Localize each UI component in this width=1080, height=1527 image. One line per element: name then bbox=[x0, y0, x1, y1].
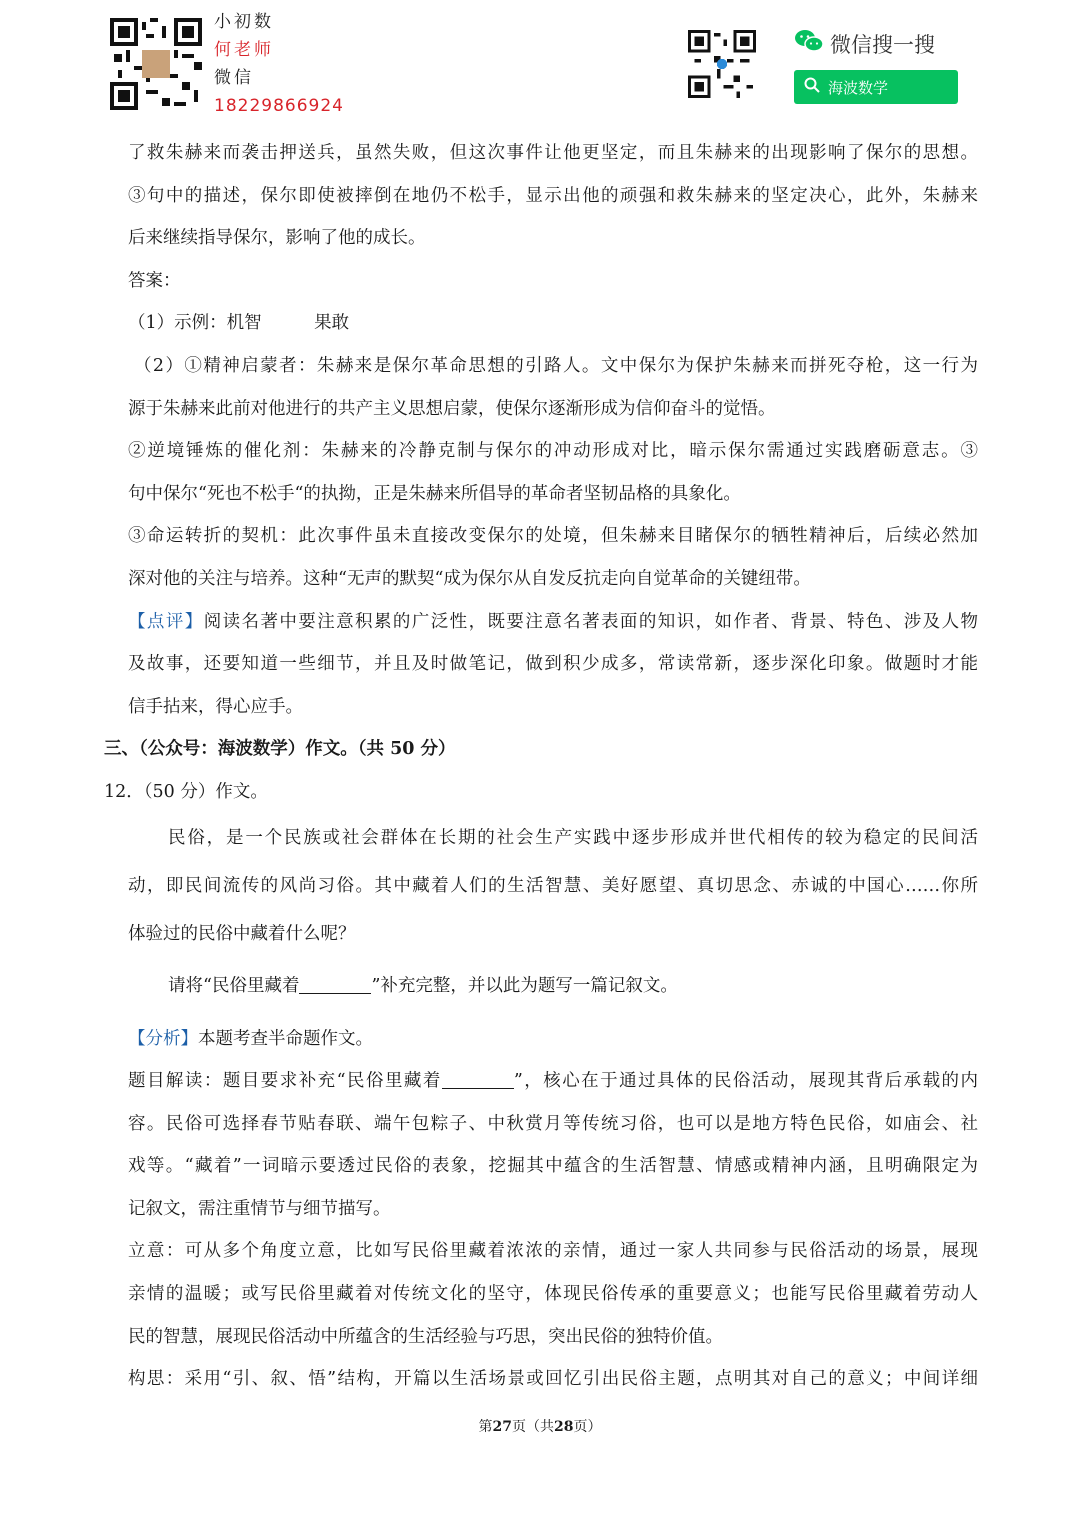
handwritten-wechat-label: 微信 bbox=[214, 68, 254, 88]
comment-tag: 【点评】 bbox=[128, 611, 204, 632]
analysis-line bbox=[128, 1018, 978, 1061]
answer-label: 答案： bbox=[128, 270, 181, 291]
prompt-paragraph: 民俗，是一个民族或社会群体在长期的社会生产实践中逐步形成并世代相传的较为稳定的民间活 bbox=[168, 827, 978, 848]
prompt-paragraph: 动，即民间流传的风尚习俗。其中藏着人们的生活智慧、美好愿望、真切思念、赤诚的中国心……你所 bbox=[128, 875, 978, 896]
handwritten-teacher-name: 何老师 bbox=[214, 40, 274, 60]
prompt-paragraph: 体验过的民俗中藏着什么呢？ bbox=[128, 923, 356, 944]
analysis-line: 戏等。“藏着”一词暗示要透过民俗的表象，挖掘其中蕴含的生活智慧、情感或精神内涵，且明确限定为 bbox=[128, 1156, 978, 1177]
analysis-text: ”，核心在于通过具体的民俗活动，展现其背后承载的内 bbox=[513, 1071, 978, 1092]
prompt-instruction-start: 请将“民俗里藏着 bbox=[168, 975, 300, 996]
text-line: 句中保尔“死也不松手“的执拗，正是朱赫来所倡导的革命者坚韧品格的具象化。 bbox=[128, 483, 741, 504]
analysis-tag: 【分析】 bbox=[128, 1028, 198, 1049]
analysis-intro: 本题考查半命题作文。 bbox=[198, 1028, 373, 1049]
page-footer bbox=[0, 1416, 1080, 1436]
page-number-current: 27 bbox=[492, 1419, 512, 1435]
analysis-text: 题目解读：题目要求补充“民俗里藏着 bbox=[128, 1071, 442, 1092]
qr-code bbox=[110, 18, 202, 110]
comment-text: 阅读名著中要注意积累的广泛性，既要注意名著表面的知识，如作者、背景、特色、涉及人物 bbox=[203, 611, 979, 632]
analysis-line: 立意：可从多个角度立意，比如写民俗里藏着浓浓的亲情，通过一家人共同参与民俗活动的场景，展现 bbox=[128, 1241, 978, 1262]
handwritten-line-1: 小初数 bbox=[214, 12, 274, 32]
text-line: 了救朱赫来而袭击押送兵，虽然失败，但这次事件让他更坚定，而且朱赫来的出现影响了保尔的思想。 bbox=[128, 143, 978, 163]
fill-blank bbox=[442, 1072, 514, 1089]
wechat-search-box[interactable] bbox=[794, 70, 958, 104]
search-icon bbox=[804, 77, 820, 97]
comment-line bbox=[128, 601, 978, 644]
wechat-search-label: 微信搜一搜 bbox=[830, 32, 935, 57]
analysis-line: 亲情的温暖；或写民俗里藏着对传统文化的坚守，体现民俗传承的重要意义；也能写民俗里藏着劳动人 bbox=[128, 1284, 978, 1305]
answer-part-2: （2）①精神启蒙者：朱赫来是保尔革命思想的引路人。文中保尔为保护朱赫来而拼死夺枪，这一行为 bbox=[134, 355, 978, 376]
handwritten-phone-number: 18229866924 bbox=[214, 96, 344, 116]
prompt-instruction bbox=[128, 958, 978, 1014]
answer-part-1: （1）示例：机智 果敢 bbox=[128, 313, 350, 334]
page-number-prefix: 第 bbox=[478, 1419, 493, 1435]
prompt-instruction-end: ”补充完整，并以此为题写一篇记叙文。 bbox=[371, 975, 678, 996]
analysis-line: 构思：采用“引、叙、悟”结构，开篇以生活场景或回忆引出民俗主题，点明其对自己的意义；中间详细 bbox=[128, 1369, 978, 1390]
text-line: 深对他的关注与培养。这种“无声的默契“成为保尔从自发反抗走向自觉革命的关键纽带。 bbox=[128, 568, 811, 589]
page-number-total: 28 bbox=[554, 1419, 574, 1435]
text-line: ③句中的描述，保尔即使被摔倒在地仍不松手，显示出他的顽强和救朱赫来的坚定决心，此外，朱赫来 bbox=[128, 185, 978, 206]
wechat-logo-icon bbox=[794, 28, 824, 59]
section-title: 三、（公众号：海波数学）作文。（共 50 分） bbox=[104, 739, 456, 760]
page-number-middle: 页（共 bbox=[512, 1419, 554, 1435]
wechat-search-query: 海波数学 bbox=[828, 78, 889, 97]
comment-line: 及故事，还要知道一些细节，并且及时做笔记，做到积少成多，常读常新，逐步深化印象。做题时才能 bbox=[128, 654, 978, 675]
text-line: ②逆境锤炼的催化剂：朱赫来的冷静克制与保尔的冲动形成对比，暗示保尔需通过实践磨砺意志。③ bbox=[128, 441, 978, 462]
text-line: 源于朱赫来此前对他进行的共产主义思想启蒙，使保尔逐渐形成为信仰奋斗的觉悟。 bbox=[128, 398, 776, 419]
comment-line: 信手拈来，得心应手。 bbox=[128, 696, 303, 717]
analysis-line: 民的智慧，展现民俗活动中所蕴含的生活经验与巧思，突出民俗的独特价值。 bbox=[128, 1326, 723, 1347]
question-number: 12．（50 分）作文。 bbox=[104, 781, 268, 802]
text-line: 后来继续指导保尔，影响了他的成长。 bbox=[128, 228, 426, 249]
analysis-line: 容。民俗可选择春节贴春联、端午包粽子、中秋赏月等传统习俗，也可以是地方特色民俗，如庙会、社 bbox=[128, 1113, 978, 1134]
page-number-suffix: 页） bbox=[573, 1419, 602, 1435]
analysis-line: 记叙文，需注重情节与细节描写。 bbox=[128, 1198, 391, 1219]
document-body bbox=[104, 132, 979, 1401]
text-line: ③命运转折的契机：此次事件虽未直接改变保尔的处境，但朱赫来目睹保尔的牺牲精神后，后续必然加 bbox=[128, 526, 978, 547]
analysis-line bbox=[128, 1060, 978, 1103]
fill-blank bbox=[299, 977, 371, 994]
wechat-search-banner bbox=[794, 28, 935, 59]
qr-code-small bbox=[688, 30, 756, 98]
